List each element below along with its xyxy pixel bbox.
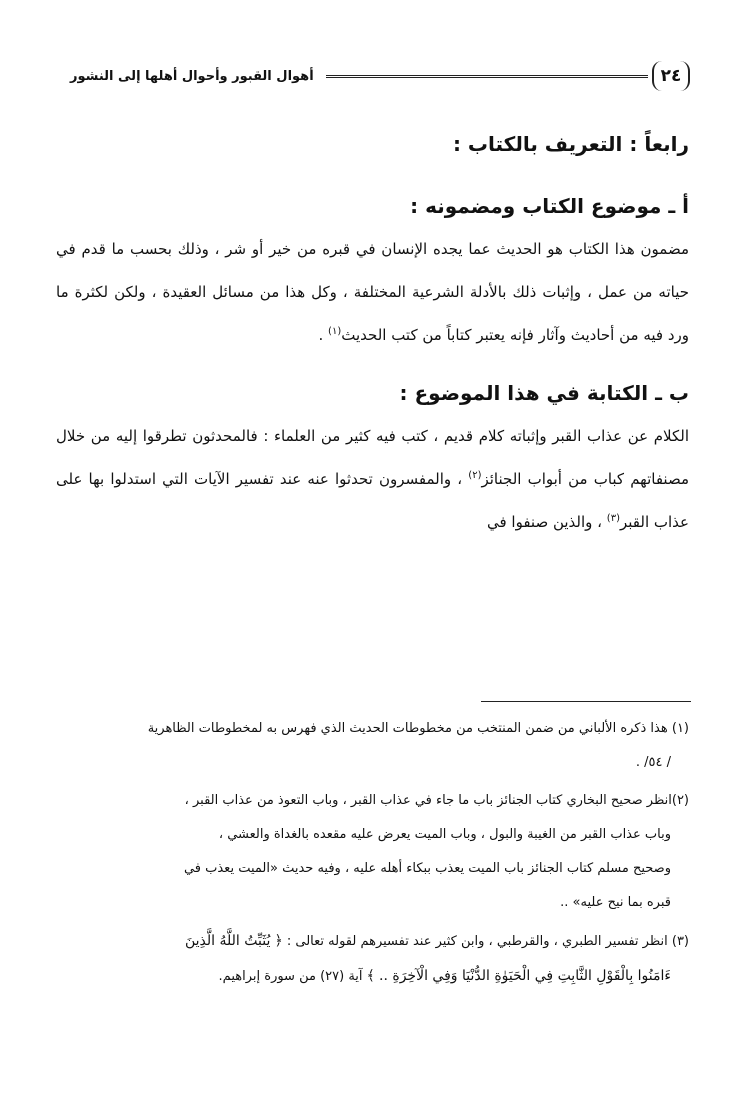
footnote-ref-1[interactable]: (١) (328, 326, 342, 337)
footnote-3-text: انظر تفسير الطبري ، والقرطبي ، وابن كثير عند تفسيرهم لقوله تعالى : (286, 934, 668, 949)
section-heading: رابعاً : التعريف بالكتاب : (452, 132, 689, 156)
footnote-3-line1 (50, 924, 689, 959)
paragraph-b-part1: الكلام عن عذاب القبر وإثباته كلام قديم ، كتب فيه كثير من العلماء : فالمحدثون تطرقوا إليه من خلال مصنفاتهم كباب من أبواب الجنائز (56, 427, 689, 488)
subheading-a: أ ـ موضوع الكتاب ومضمونه : (410, 194, 689, 218)
footnote-2-line4: قبره بما نيح عليه» .. (560, 895, 671, 910)
footnote-2-line2: وباب عذاب القبر من الغيبة والبول ، وباب الميت يعرض عليه مقعده بالغداة والعشي ، (218, 827, 671, 842)
footnote-3 (50, 924, 689, 994)
paragraph-b-part3: ، والذين صنفوا في (486, 513, 607, 531)
quran-verse-part1: يُثَبِّتُ اللَّهُ الَّذِينَ (185, 933, 271, 949)
footnote-1-line2: / ٥٤/ . (635, 755, 671, 770)
subheading-b: ب ـ الكتابة في هذا الموضوع : (399, 381, 689, 405)
page-number: ٢٤ (652, 61, 690, 91)
footnote-3-number: (٣) (671, 934, 689, 949)
footnote-1 (50, 712, 689, 780)
footnote-2-number: (٢) (671, 793, 689, 808)
paragraph-a (56, 228, 689, 357)
running-title: أهوال القبور وأحوال أهلها إلى النشور (70, 68, 314, 84)
paragraph-a-text: مضمون هذا الكتاب هو الحديث عما يجده الإنسان في قبره من خير أو شر ، وذلك بحسب ما قدم في حياته من عمل ، وإثبات ذلك بالأدلة الشرعية المختلفة ، وكل هذا من مسائل العقيدة ، ولكن لكثرة ما ورد فيه من أحاديث وآثار فإنه يعتبر كتاباً من كتب الحديث (56, 240, 689, 344)
quran-verse-part2: ءَامَنُوا بِالْقَوْلِ الثَّابِتِ فِي الْحَيَوٰةِ الدُّنْيَا وَفِي الْآخِرَةِ .. (379, 968, 671, 984)
footnote-separator (481, 701, 691, 702)
paragraph-a-tail: . (318, 326, 329, 344)
paragraph-b-part2: ، والمفسرون تحدثوا عنه عند تفسير الآيات التي استدلوا بها على عذاب القبر (56, 470, 689, 531)
footnote-2 (50, 784, 689, 920)
footnotes (50, 712, 689, 998)
footnote-1-number: (١) (671, 721, 689, 736)
footnote-2-line3: وصحيح مسلم كتاب الجنائز باب الميت يعذب ببكاء أهله عليه ، وفيه حديث «الميت يعذب في (183, 861, 671, 876)
quran-open-bracket: ﴿ (274, 933, 283, 949)
footnote-3-tail: آية (٢٧) من سورة إبراهيم. (218, 969, 367, 984)
main-text (56, 112, 689, 544)
running-header (70, 58, 690, 94)
footnote-2-line1 (50, 784, 689, 818)
quran-close-bracket: ﴾ (366, 968, 375, 984)
footnote-3-line2 (50, 959, 689, 994)
footnote-1-line1 (50, 712, 689, 746)
footnote-1-text: هذا ذكره الألباني من ضمن المنتخب من مخطوطات الحديث الذي فهرس به لمخطوطات الظاهرية (147, 721, 668, 736)
header-rule (326, 75, 648, 78)
footnote-2-text: انظر صحيح البخاري كتاب الجنائز باب ما جاء في عذاب القبر ، وباب التعوذ من عذاب القبر ، (184, 793, 672, 808)
footnote-ref-2[interactable]: (٢) (468, 470, 482, 481)
paragraph-b (56, 415, 689, 544)
footnote-ref-3[interactable]: (٣) (606, 513, 620, 524)
